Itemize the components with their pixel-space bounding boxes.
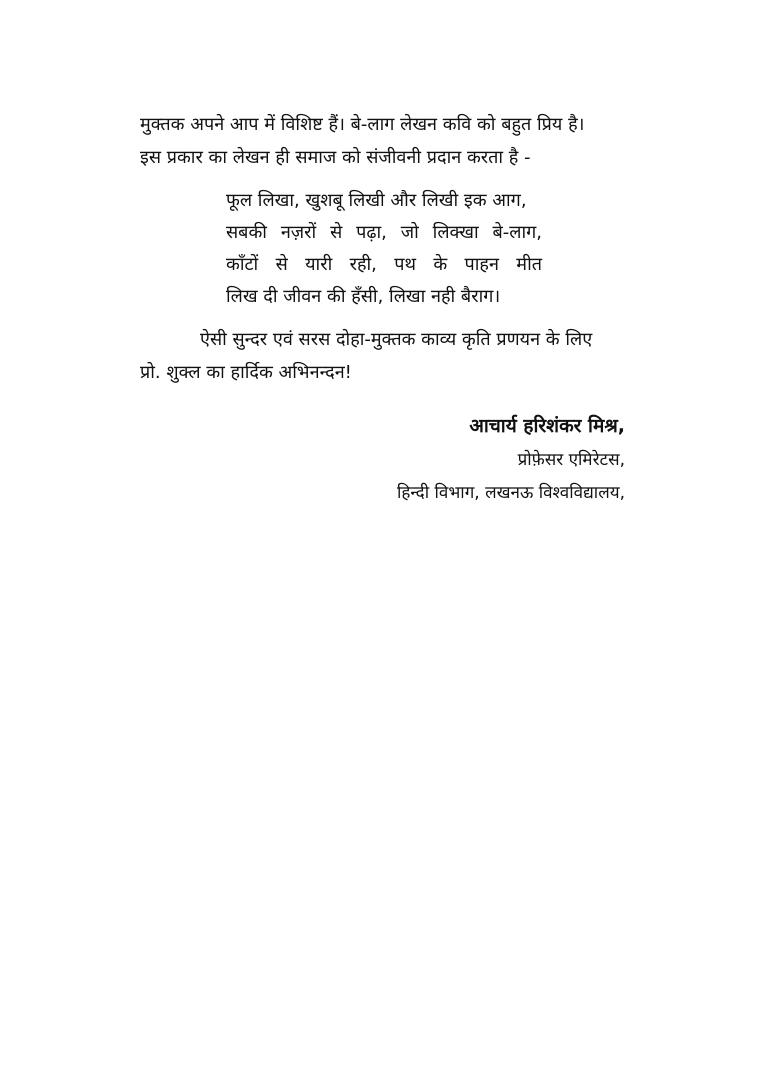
verse-line-4: लिख दी जीवन की हँसी, लिखा नही बैराग। <box>226 286 501 307</box>
paragraph-2-line-2: प्रो. शुक्ल का हार्दिक अभिनन्दन! <box>140 362 352 383</box>
verse-line-2: सबकी नज़रों से पढ़ा, जो लिक्खा बे-लाग, <box>226 222 542 243</box>
signature-title: प्रोफ़ेसर एमिरेटस, <box>517 450 625 470</box>
paragraph-2-line-1: ऐसी सुन्दर एवं सरस दोहा-मुक्तक काव्य कृति प्रणयन के लिए <box>200 329 593 350</box>
signature-department: हिन्दी विभाग, लखनऊ विश्वविद्यालय, <box>396 483 625 503</box>
signature-name: आचार्य हरिशंकर मिश्र, <box>469 415 625 437</box>
verse-line-1: फूल लिखा, खुशबू लिखी और लिखी इक आग, <box>226 190 527 211</box>
verse-line-3: काँटों से यारी रही, पथ के पाहन मीत <box>226 254 542 275</box>
paragraph-1-line-2: इस प्रकार का लेखन ही समाज को संजीवनी प्रदान करता है - <box>140 147 531 168</box>
paragraph-1-line-1: मुक्तक अपने आप में विशिष्ट हैं। बे-लाग लेखन कवि को बहुत प्रिय है। <box>140 114 585 135</box>
